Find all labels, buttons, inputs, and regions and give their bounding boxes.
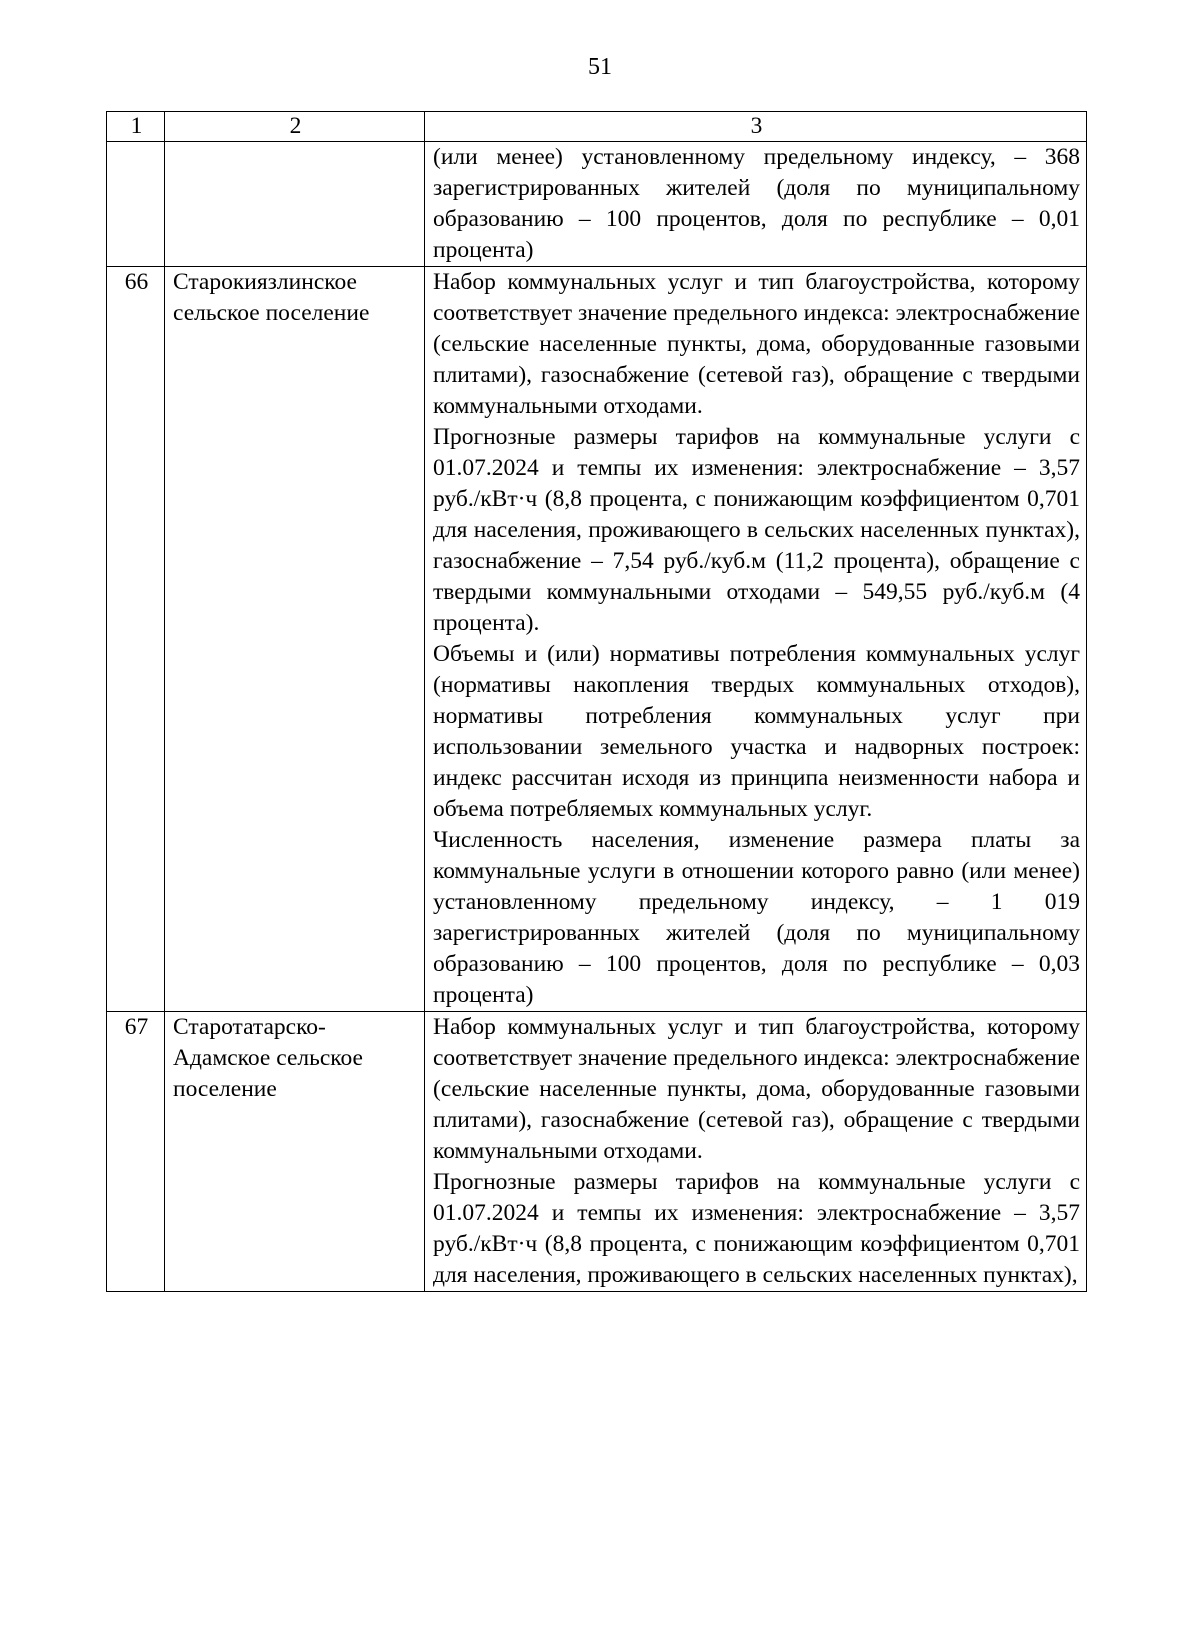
settlement-name: Старотатарско-Адамское сельское поселение [165,1012,425,1292]
table-header-row [107,112,1087,142]
paragraph: Прогнозные размеры тарифов на коммунальные услуги с 01.07.2024 и темпы их изменения: электроснабжение – 3,57 руб./кВт·ч (8,8 процента, с понижающим коэффициентом 0,701 для населения, проживающего в сельских населенных пунктах), газоснабжение – 7,54 руб./куб.м (11,2 процента), обращение с твердыми коммунальными отходами – 549,55 руб./куб.м (4 процента). [433,424,1080,636]
row-description [425,1012,1087,1292]
row-description [425,142,1087,267]
row-number: 66 [107,267,165,1012]
column-header-1: 1 [107,112,165,142]
paragraph: Объемы и (или) нормативы потребления коммунальных услуг (нормативы накопления твердых коммунальных отходов), нормативы потребления коммунальных услуг при использовании земельного участка и надворных построек: индекс рассчитан исходя из принципа неизменности набора и объема потребляемых коммунальных услуг. [433,641,1080,822]
row-number [107,142,165,267]
paragraph: Набор коммунальных услуг и тип благоустройства, которому соответствует значение предельного индекса: электроснабжение (сельские населенные пункты, дома, оборудованные газовыми плитами), газоснабжение (сетевой газ), обращение с твердыми коммунальными отходами. [433,1014,1080,1164]
settlement-name: Старокиязлинское сельское поселение [165,267,425,1012]
paragraph: Численность населения, изменение размера платы за коммунальные услуги в отношении которого равно (или менее) установленному предельному индексу, – 1 019 зарегистрированных жителей (доля по муниципальному образованию – 100 процентов, доля по республике – 0,03 процента) [433,827,1080,1008]
page-number: 51 [588,54,612,80]
column-header-3: 3 [425,112,1087,142]
paragraph: (или менее) установленному предельному индексу, – 368 зарегистрированных жителей (доля по муниципальному образованию – 100 процентов, доля по республике – 0,01 процента) [433,144,1080,263]
tariff-table [106,111,1087,1292]
settlement-name [165,142,425,267]
paragraph: Набор коммунальных услуг и тип благоустройства, которому соответствует значение предельного индекса: электроснабжение (сельские населенные пункты, дома, оборудованные газовыми плитами), газоснабжение (сетевой газ), обращение с твердыми коммунальными отходами. [433,269,1080,419]
paragraph: Прогнозные размеры тарифов на коммунальные услуги с 01.07.2024 и темпы их изменения: электроснабжение – 3,57 руб./кВт·ч (8,8 процента, с понижающим коэффициентом 0,701 для населения, проживающего в сельских населенных пунктах), [433,1169,1080,1288]
table-row [107,267,1087,1012]
table-row [107,1012,1087,1292]
row-number: 67 [107,1012,165,1292]
row-description [425,267,1087,1012]
column-header-2: 2 [165,112,425,142]
table-row [107,142,1087,267]
